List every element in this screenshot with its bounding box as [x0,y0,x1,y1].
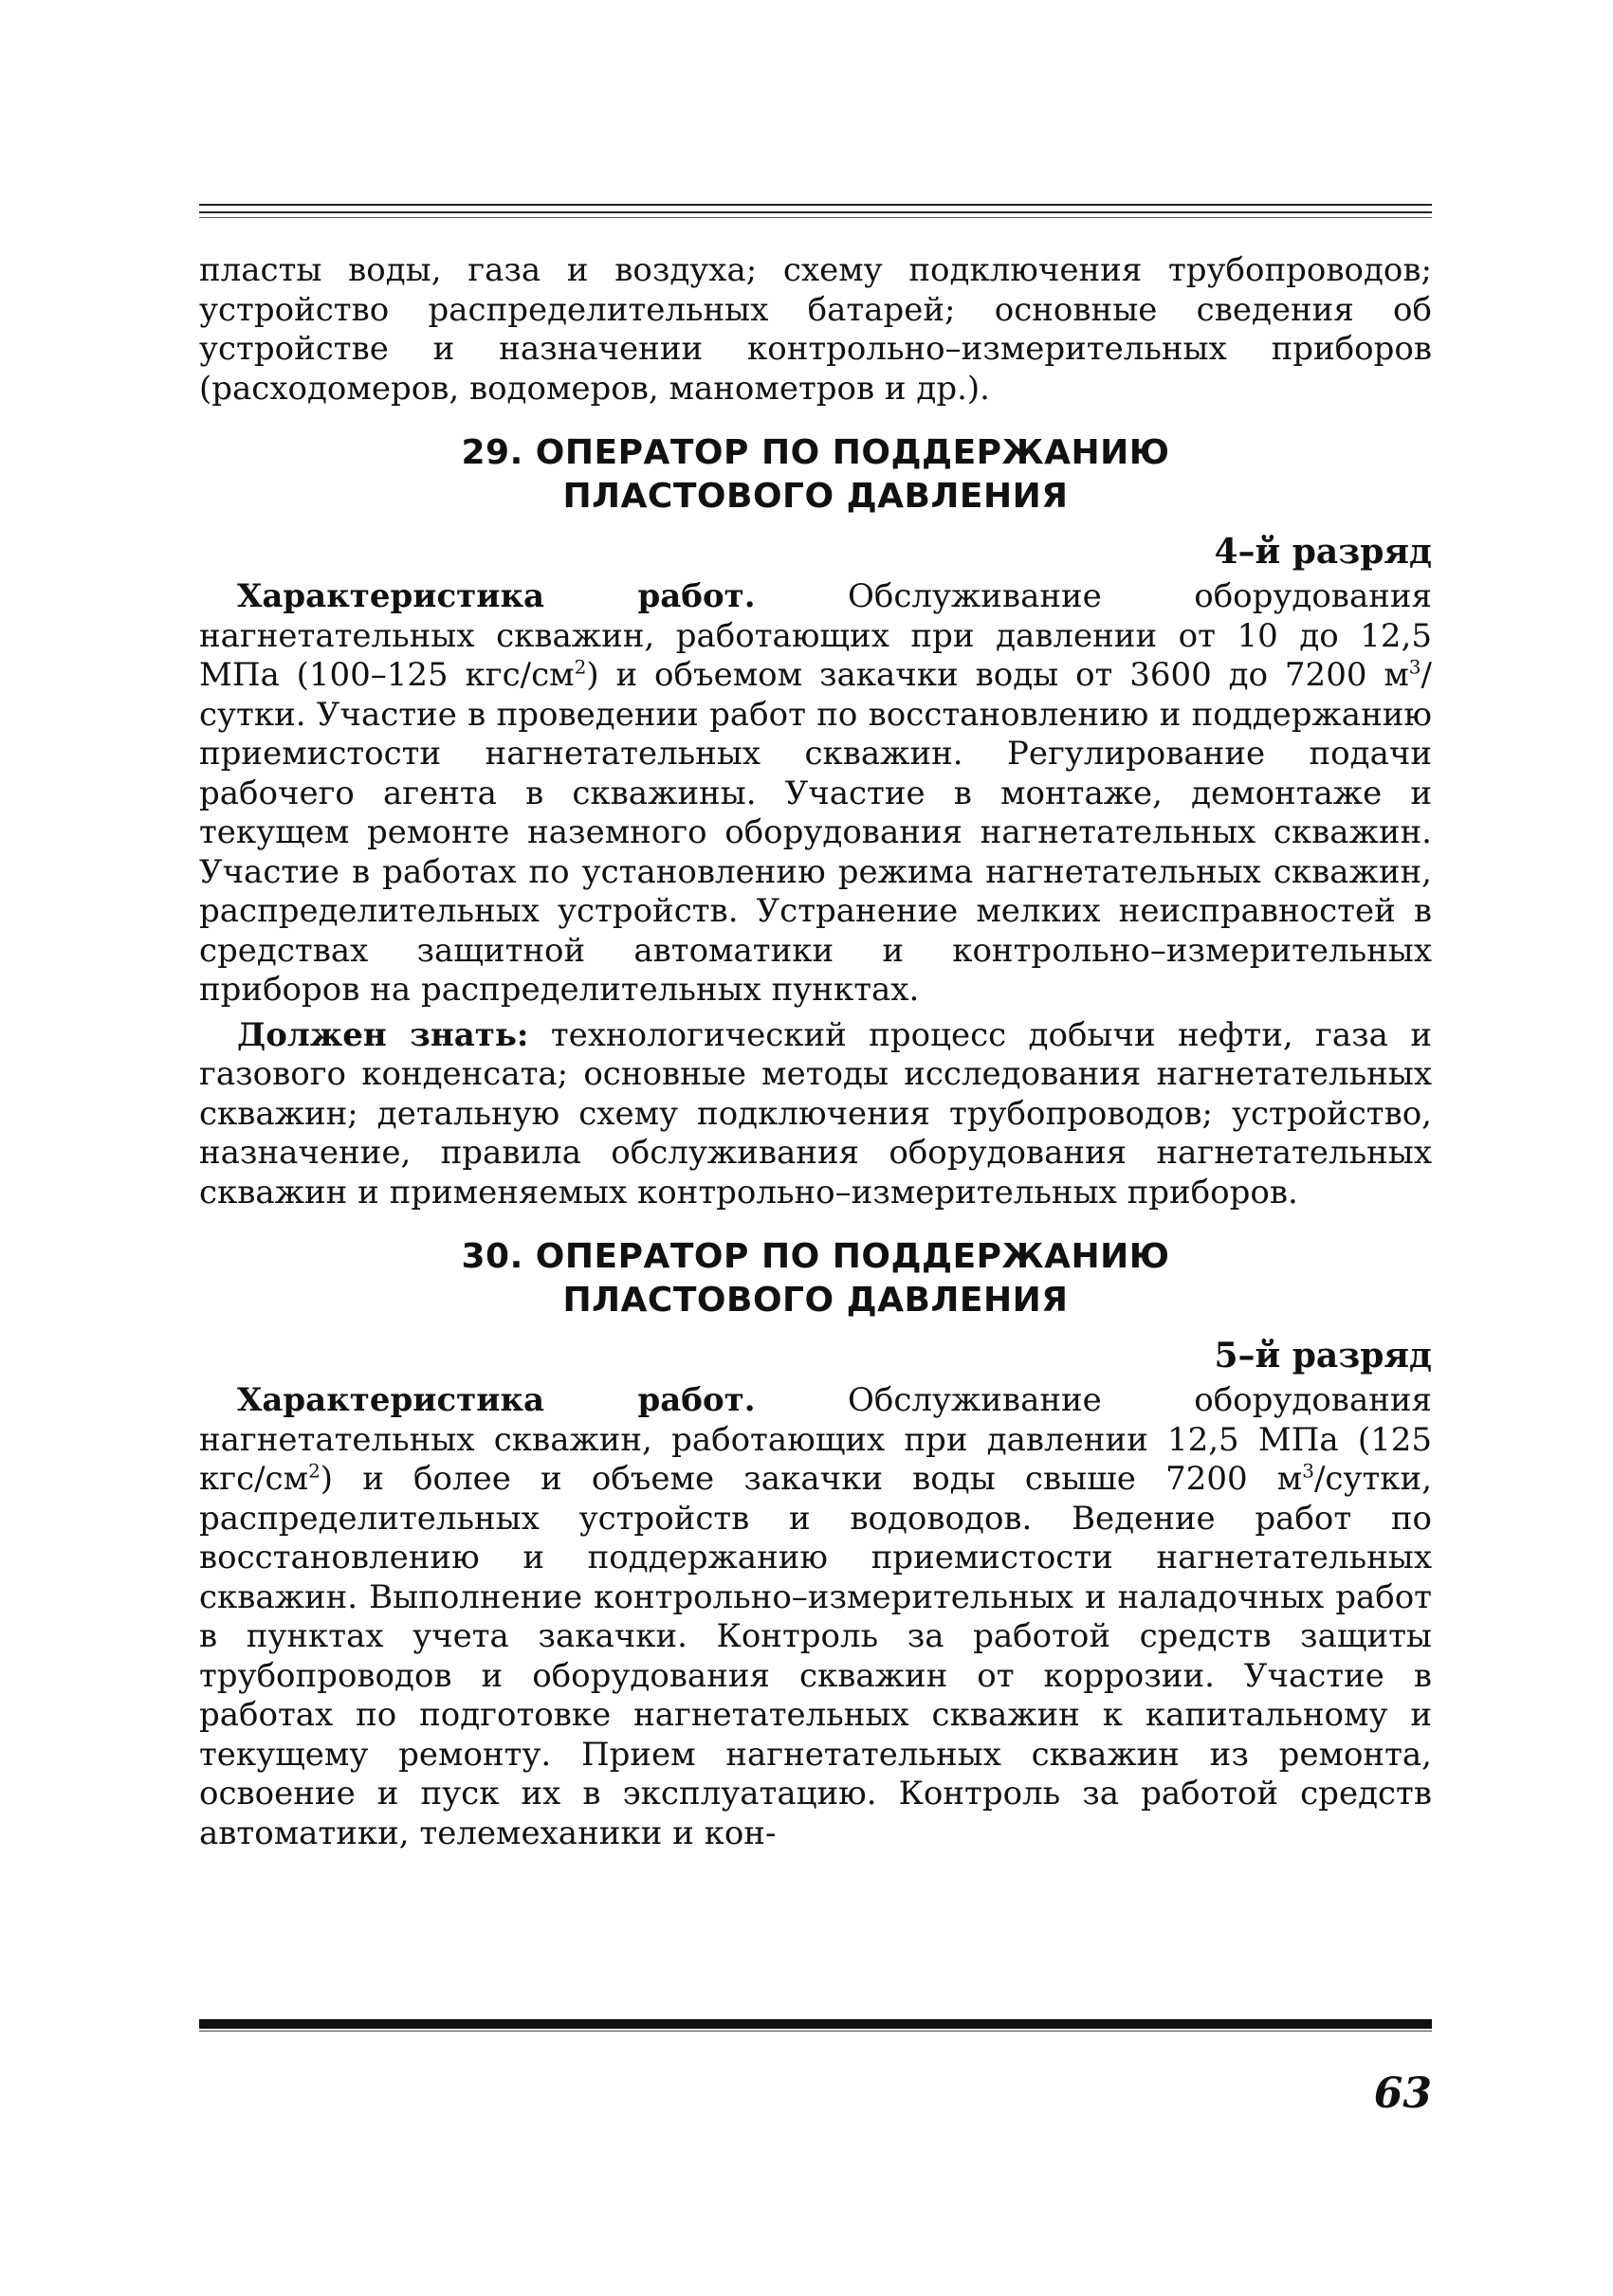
section-30-heading [199,1235,1432,1322]
section-29-heading-line2: ПЛАСТОВОГО ДАВЛЕНИЯ [562,477,1069,516]
section-30-char-sup-a: 2 [308,1459,321,1483]
page-number: 63 [1373,2069,1432,2118]
section-30-char-text-b: ) и более и объеме закачки воды свыше 7200 м [320,1460,1303,1498]
section-30-char-text-c: /сутки, распределительных устройств и водоводов. Ведение работ по восстановлению и поддержанию приемистости нагнетательных скважин. Выполнение контрольно–измерительных и наладочных работ в пунктах учета закачки. Контроль за работой средств защиты трубопроводов и оборудования скважин от коррозии. Участие в работах по подготовке нагнетательных скважин к капитальному и текущему ремонту. Прием нагнетательных скважин из ремонта, освоение и пуск их в эксплуатацию. Контроль за работой средств автоматики, телемеханики и кон- [199,1460,1432,1852]
section-29-grade: 4–й разряд [1214,532,1432,572]
section-30-heading-line1: 30. ОПЕРАТОР ПО ПОДДЕРЖАНИЮ [461,1237,1170,1276]
section-29-char-text-c: /сутки. Участие в проведении работ по восстановлению и поддержанию приемистости нагнетательных скважин. Регулирование подачи рабочего агента в скважины. Участие в монтаже, демонтаже и текущем ремонте наземного оборудования нагнетательных скважин. Участие в работах по установлению режима нагнетательных скважин, распределительных устройств. Устранение мелких неисправностей в средствах защитной автоматики и контрольно–измерительных приборов на распределительных пунктах. [199,656,1432,1009]
section-29-char-text-a: Обслуживание оборудования нагнетательных скважин, работающих при давлении от 10 до 12,5 МПа (100–125 кгс/см [199,577,1432,694]
section-30-char-label: Характеристика работ. [237,1381,756,1419]
section-29-heading [199,431,1432,519]
section-29-char-sup-b: 3 [1408,655,1421,679]
section-29-char-sup-a: 2 [574,655,587,679]
section-29-characteristics [199,577,1432,1011]
section-29-char-label: Характеристика работ. [237,577,756,615]
bottom-rule [199,2019,1432,2029]
section-30-char-text-a: Обслуживание оборудования нагнетательных скважин, работающих при давлении 12,5 МПа (125 кгс/см [199,1381,1432,1498]
section-30-heading-line2: ПЛАСТОВОГО ДАВЛЕНИЯ [562,1281,1069,1320]
top-rule [199,204,1432,219]
intro-paragraph: пласты воды, газа и воздуха; схему подключения трубопроводов; устройство распределительных батарей; основные сведения об устройстве и назначении контрольно–измерительных приборов (расходомеров, водомеров, манометров и др.). [199,251,1432,408]
section-30-grade: 5–й разряд [1214,1336,1432,1376]
section-30-characteristics [199,1381,1432,1853]
section-29-knowledge [199,1016,1432,1213]
page-content [199,251,1432,1853]
section-29-char-text-b: ) и объемом закачки воды от 3600 до 7200 м [586,656,1409,694]
section-29-know-text: технологический процесс добычи нефти, газа и газового конденсата; основные методы исследования нагнетательных скважин; детальную схему подключения трубопроводов; устройство, назначение, правила обслуживания оборудования нагнетательных скважин и применяемых контрольно–измерительных приборов. [199,1015,1432,1212]
section-29-heading-line1: 29. ОПЕРАТОР ПО ПОДДЕРЖАНИЮ [461,433,1170,472]
section-30-char-sup-b: 3 [1302,1459,1314,1483]
section-29-know-label: Должен знать: [237,1015,529,1054]
